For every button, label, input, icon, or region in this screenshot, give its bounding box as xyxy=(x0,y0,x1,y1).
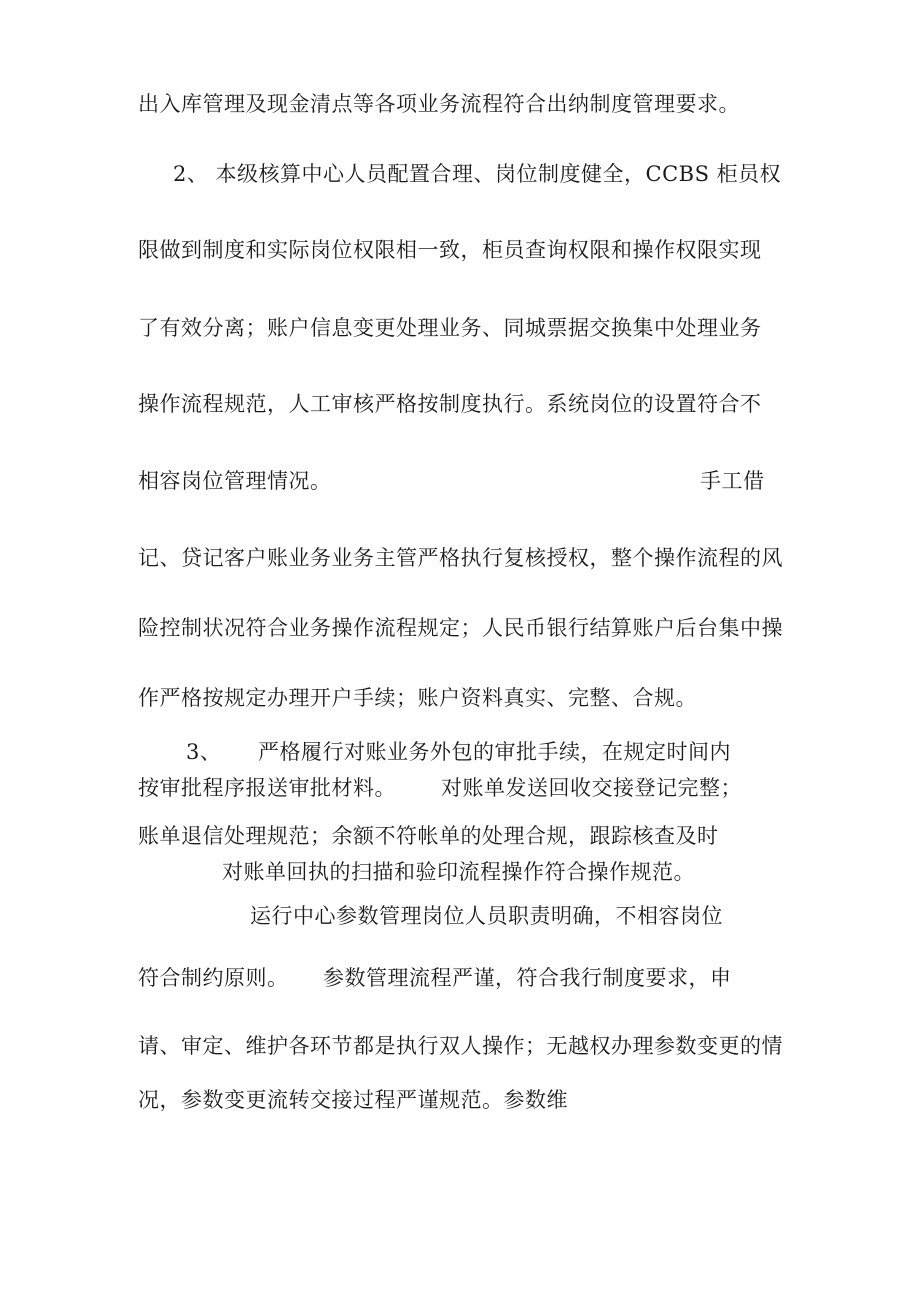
text-line: 况，参数变更流转交接过程严谨规范。参数维 xyxy=(138,1088,568,1112)
text-line: 参数管理流程严谨，符合我行制度要求，申 xyxy=(323,966,732,990)
text-line: 出入库管理及现金清点等各项业务流程符合出纳制度管理要求。 xyxy=(138,92,740,116)
text-line: 险控制状况符合业务操作流程规定；人民币银行结算账户后台集中操 xyxy=(138,616,783,640)
text-line: 符合制约原则。 xyxy=(138,966,289,990)
text-line: 2、 本级核算中心人员配置合理、岗位制度健全，CCBS 柜员权 xyxy=(173,162,782,186)
text-line: 操作流程规范，人工审核严格按制度执行。系统岗位的设置符合不 xyxy=(138,392,762,416)
text-line: 请、审定、维护各环节都是执行双人操作；无越权办理参数变更的情 xyxy=(138,1034,783,1058)
text-line: 了有效分离；账户信息变更处理业务、同城票据交换集中处理业务 xyxy=(138,316,762,340)
text-line: 运行中心参数管理岗位人员职责明确，不相容岗位 xyxy=(250,904,723,928)
text-line: 按审批程序报送审批材料。 xyxy=(138,776,396,800)
text-line: 记、贷记客户账业务业务主管严格执行复核授权，整个操作流程的风 xyxy=(138,546,783,570)
text-line: 相容岗位管理情况。 xyxy=(138,469,332,493)
section-number: 3、 xyxy=(186,740,222,764)
text-line: 限做到制度和实际岗位权限相一致，柜员查询权限和操作权限实现 xyxy=(138,238,762,262)
text-line: 对账单回执的扫描和验印流程操作符合操作规范。 xyxy=(222,860,695,884)
text-line: 作严格按规定办理开户手续；账户资料真实、完整、合规。 xyxy=(138,686,697,710)
text-line: 对账单发送回收交接登记完整； xyxy=(441,776,742,800)
text-line: 账单退信处理规范；余额不符帐单的处理合规，跟踪核查及时 xyxy=(138,824,719,848)
text-line: 严格履行对账业务外包的审批手续，在规定时间内 xyxy=(258,740,731,764)
text-line: 手工借 xyxy=(700,469,765,493)
